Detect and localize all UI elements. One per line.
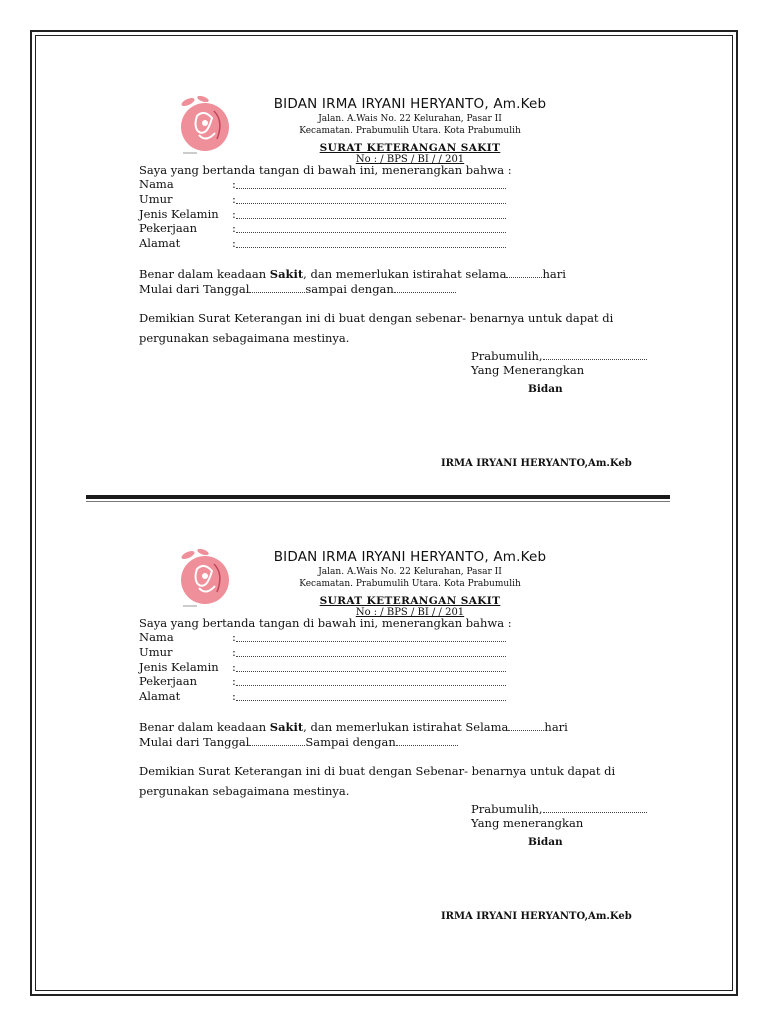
closing-text-1: Demikian Surat Keterangan ini di buat dengan sebenar- benarnya untuk dapat di (139, 311, 614, 325)
intro-text: Saya yang bertanda tangan di bawah ini, menerangkan bahwa : (139, 616, 512, 630)
field-colon: : (232, 645, 236, 659)
field-label: Jenis Kelamin (139, 207, 219, 221)
field-blank[interactable] (236, 193, 506, 204)
field-colon: : (232, 236, 236, 250)
document-title: SURAT KETERANGAN SAKIT (319, 142, 501, 154)
field-label: Alamat (139, 689, 181, 703)
field-label: Umur (139, 645, 173, 659)
field-blank[interactable] (236, 661, 506, 672)
field-blank[interactable] (236, 631, 506, 642)
place-date: Prabumulih, (471, 802, 647, 816)
closing-text-2: pergunakan sebagaimana mestinya. (139, 784, 350, 798)
signer-title: Bidan (528, 383, 563, 395)
midwife-name: BIDAN IRMA IRYANI HERYANTO, Am.Keb (273, 549, 547, 565)
field-colon: : (232, 177, 236, 191)
sick-letter-form (0, 546, 768, 1006)
field-colon: : (232, 630, 236, 644)
rest-days-blank[interactable] (508, 721, 544, 731)
field-colon: : (232, 221, 236, 235)
field-label: Umur (139, 192, 173, 206)
field-blank[interactable] (236, 178, 506, 189)
field-blank[interactable] (236, 675, 506, 686)
field-blank[interactable] (236, 690, 506, 701)
signature-date-blank[interactable] (543, 803, 647, 813)
address-line-1: Jalan. A.Wais No. 22 Kelurahan, Pasar II (318, 567, 502, 577)
start-date-blank[interactable] (249, 283, 305, 293)
field-blank[interactable] (236, 237, 506, 248)
condition-line: Benar dalam keadaan Sakit, dan memerlukan istirahat Selama hari (139, 720, 568, 734)
address-line-2: Kecamatan. Prabumulih Utara. Kota Prabumulih (299, 579, 521, 589)
address-line-2: Kecamatan. Prabumulih Utara. Kota Prabumulih (299, 126, 521, 136)
field-label: Jenis Kelamin (139, 660, 219, 674)
signature-date-blank[interactable] (543, 350, 647, 360)
signer-name: IRMA IRYANI HERYANTO,Am.Keb (441, 911, 632, 922)
field-colon: : (232, 192, 236, 206)
field-label: Nama (139, 630, 174, 644)
field-colon: : (232, 689, 236, 703)
sick-letter-form (0, 93, 768, 553)
field-label: Alamat (139, 236, 181, 250)
address-line-1: Jalan. A.Wais No. 22 Kelurahan, Pasar II (318, 114, 502, 124)
signer-name: IRMA IRYANI HERYANTO,Am.Keb (441, 458, 632, 469)
field-label: Pekerjaan (139, 674, 197, 688)
field-blank[interactable] (236, 222, 506, 233)
intro-text: Saya yang bertanda tangan di bawah ini, menerangkan bahwa : (139, 163, 512, 177)
date-range-line: Mulai dari Tanggal sampai dengan (139, 282, 456, 296)
document-title: SURAT KETERANGAN SAKIT (319, 595, 501, 607)
field-label: Nama (139, 177, 174, 191)
end-date-blank[interactable] (396, 736, 458, 746)
date-range-line: Mulai dari Tanggal Sampai dengan (139, 735, 458, 749)
document-number: No : / BPS / BI / / 201 (355, 607, 465, 618)
field-blank[interactable] (236, 208, 506, 219)
field-colon: : (232, 674, 236, 688)
signer-role: Yang Menerangkan (471, 363, 585, 377)
start-date-blank[interactable] (249, 736, 305, 746)
signer-title: Bidan (528, 836, 563, 848)
signer-role: Yang menerangkan (471, 816, 584, 830)
midwife-name: BIDAN IRMA IRYANI HERYANTO, Am.Keb (273, 96, 547, 112)
field-colon: : (232, 660, 236, 674)
condition-line: Benar dalam keadaan Sakit, dan memerlukan istirahat selama hari (139, 267, 566, 281)
field-blank[interactable] (236, 646, 506, 657)
closing-text-2: pergunakan sebagaimana mestinya. (139, 331, 350, 345)
field-colon: : (232, 207, 236, 221)
rest-days-blank[interactable] (506, 268, 542, 278)
document-number: No : / BPS / BI / / 201 (355, 154, 465, 165)
place-date: Prabumulih, (471, 349, 647, 363)
field-label: Pekerjaan (139, 221, 197, 235)
end-date-blank[interactable] (394, 283, 456, 293)
closing-text-1: Demikian Surat Keterangan ini di buat dengan Sebenar- benarnya untuk dapat di (139, 764, 616, 778)
